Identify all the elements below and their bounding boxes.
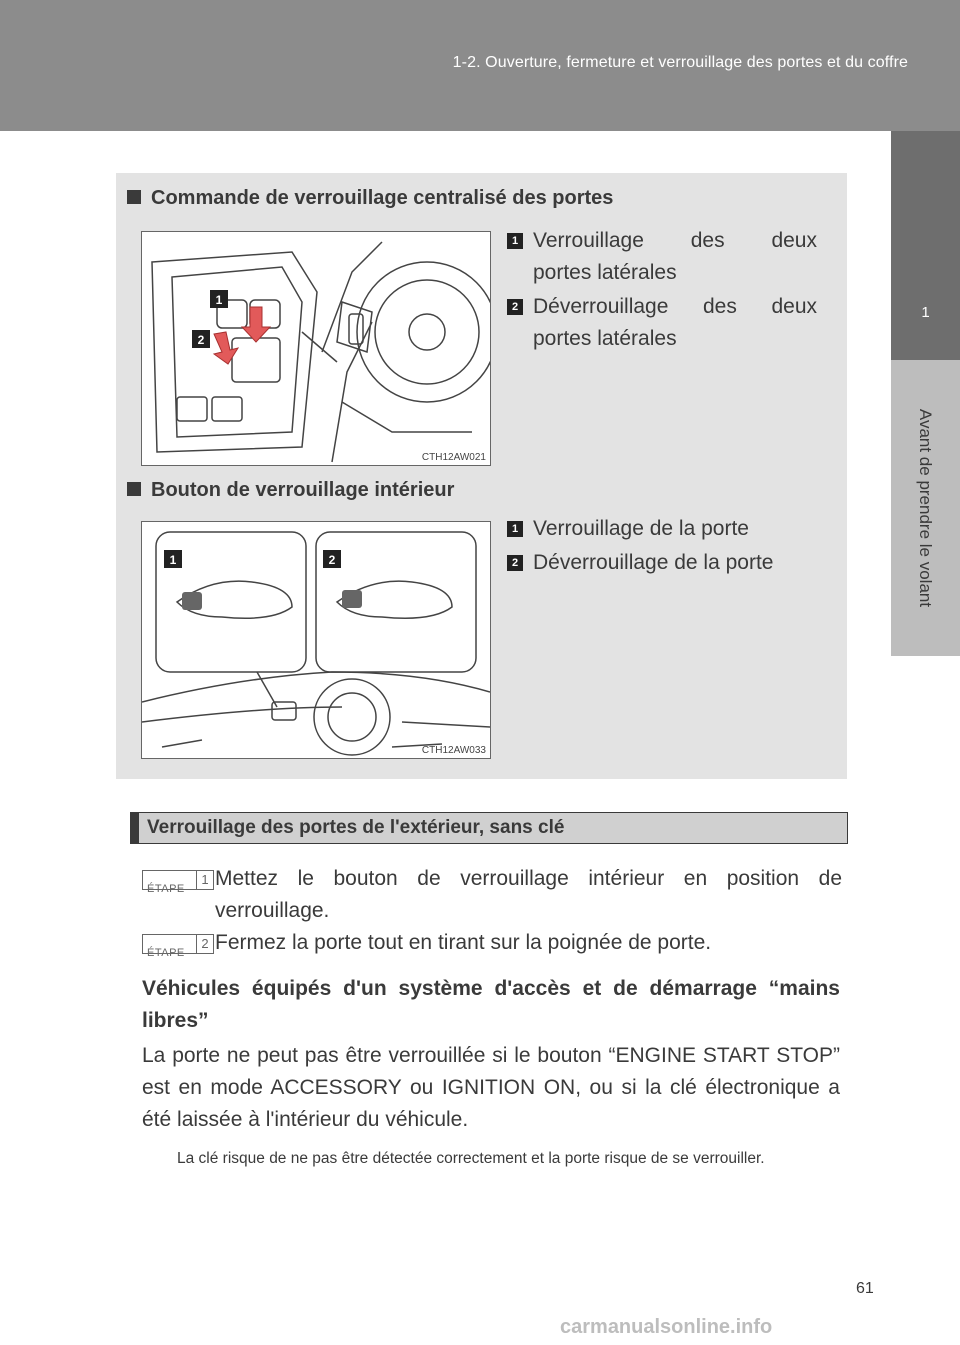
step-text: Mettez le bouton de verrouillage intérieur en position de verrouillage. [215, 867, 842, 922]
square-bullet-icon [127, 190, 141, 204]
watermark: carmanualsonline.info [560, 1316, 773, 1338]
figure-inside-lock-button [141, 521, 491, 759]
page-number: 61 [856, 1280, 874, 1297]
heading-accent-bar [131, 813, 139, 843]
svg-text:2: 2 [328, 553, 336, 567]
legend-central-lock [507, 225, 817, 357]
step-badge [142, 870, 214, 895]
chapter-number-tab [891, 131, 960, 360]
subheading-smart-entry: Véhicules équipés d'un système d'accès et de démarrage “mains libres” [142, 977, 840, 1032]
square-bullet-icon [127, 482, 141, 496]
figure-code: CTH12AW021 [421, 452, 486, 463]
legend-text: portes latérales [533, 327, 677, 350]
svg-text:2: 2 [197, 333, 205, 347]
legend-text: portes latérales [533, 261, 677, 284]
legend-text: Déverrouillage des deux [533, 295, 817, 318]
main-heading-text: Verrouillage des portes de l'extérieur, sans clé [147, 817, 565, 838]
legend-text: Verrouillage de la porte [533, 517, 749, 540]
legend-item [507, 513, 817, 545]
section-heading-text: Commande de verrouillage centralisé des portes [151, 187, 614, 209]
number-badge-icon: 2 [507, 299, 523, 315]
svg-text:1: 1 [169, 553, 177, 567]
section-heading-inside-lock [127, 479, 454, 502]
legend-text: Déverrouillage de la porte [533, 551, 774, 574]
section-heading-text: Bouton de verrouillage intérieur [151, 479, 455, 501]
body-paragraph: La porte ne peut pas être verrouillée si le bouton “ENGINE START STOP” est en mode ACCESSORY ou IGNITION ON, ou si la clé électronique a été laissée à l'intérieur du véhicule. [142, 1044, 840, 1131]
step-1 [142, 863, 842, 927]
step-number: 1 [196, 871, 213, 889]
chapter-label-tab [891, 360, 960, 656]
legend-item [507, 225, 817, 289]
number-badge-icon: 1 [507, 233, 523, 249]
legend-item [507, 291, 817, 355]
main-section-heading [130, 812, 848, 844]
chapter-title: 1-2. Ouverture, fermeture et verrouillage des portes et du coffre [452, 54, 908, 71]
number-badge-icon: 2 [507, 555, 523, 571]
step-2 [142, 927, 842, 959]
step-label: ÉTAPE [147, 947, 185, 959]
svg-text:1: 1 [215, 293, 223, 307]
number-badge-icon: 1 [507, 521, 523, 537]
section-heading-central-lock [127, 187, 613, 210]
figure-code: CTH12AW033 [421, 745, 486, 756]
step-text: Fermez la porte tout en tirant sur la poignée de porte. [215, 931, 712, 954]
step-number: 2 [196, 935, 213, 953]
legend-item [507, 547, 817, 579]
step-label: ÉTAPE [147, 883, 185, 895]
legend-inside-lock [507, 513, 817, 581]
note-text: La clé risque de ne pas être détectée correctement et la porte risque de se verrouiller. [177, 1150, 765, 1167]
door-switch-illustration [142, 232, 490, 465]
page-header [0, 0, 960, 131]
legend-text: Verrouillage des deux [533, 229, 817, 252]
chapter-label: Avant de prendre le volant [916, 408, 935, 608]
chapter-number: 1 [921, 304, 930, 321]
step-badge [142, 934, 214, 959]
figure-central-lock-switch [141, 231, 491, 466]
inside-lock-illustration [142, 522, 490, 758]
